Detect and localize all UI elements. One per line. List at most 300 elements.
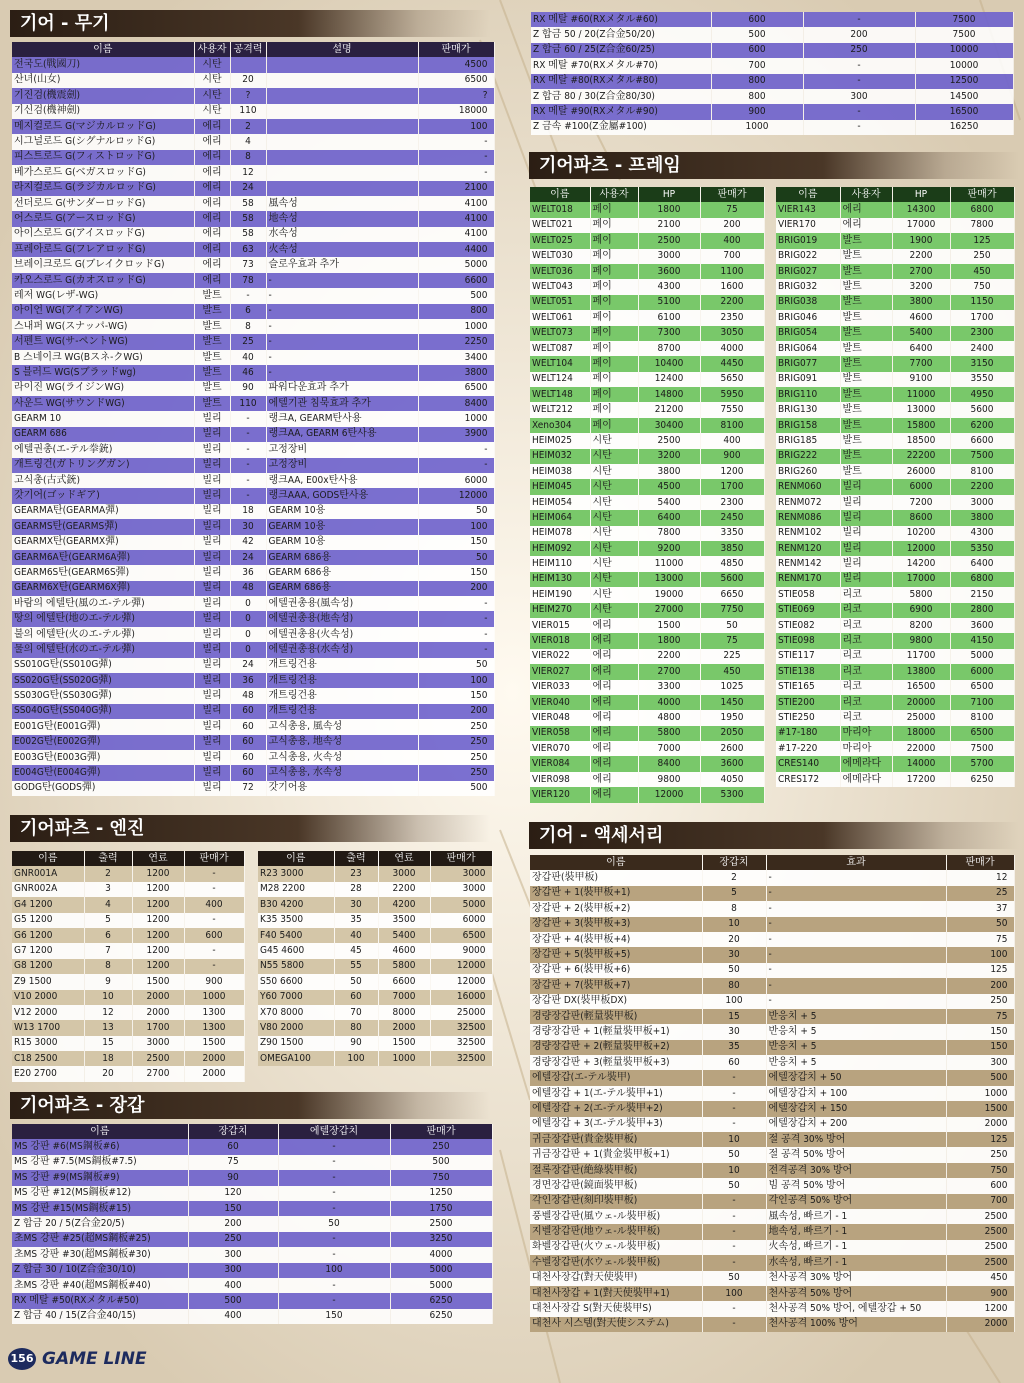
table-cell: 24: [230, 658, 266, 673]
table-cell: 2050: [700, 726, 764, 741]
table-cell: 빌리: [194, 704, 230, 719]
table-cell: 경면장갑판(鏡面裝甲板): [530, 1178, 702, 1193]
table-cell: -: [278, 1155, 390, 1170]
table-cell: RX 메탈 #60(RXメタル#60): [531, 12, 711, 27]
table-row: [12, 959, 244, 974]
table-row: [530, 510, 764, 525]
table-cell: 에텔장갑 + 1(エ-テル裝甲+1): [530, 1086, 702, 1101]
table-cell: 빌리: [194, 581, 230, 596]
table-cell: 0: [230, 627, 266, 642]
column-header: 출력: [84, 851, 132, 866]
table-cell: 3800: [418, 365, 494, 380]
table-row: [12, 565, 494, 580]
table-cell: 라이진 WG(ライジンWG): [12, 381, 194, 396]
table-row: [12, 611, 494, 626]
table-cell: 20: [230, 73, 266, 88]
engine-table-right: [258, 851, 493, 1066]
table-cell: 2300: [950, 326, 1014, 341]
table-cell: 시탄: [194, 73, 230, 88]
table-row: [12, 196, 494, 211]
table-row: [530, 695, 764, 710]
table-cell: RX 메탈 #50(RXメタル#50): [12, 1293, 188, 1308]
table-cell: 빔 공격 50% 방어: [766, 1178, 946, 1193]
table-cell: VIER098: [530, 772, 590, 787]
table-cell: 750: [946, 1163, 1014, 1178]
table-cell: 빌리: [194, 427, 230, 442]
table-row: [12, 765, 494, 780]
table-cell: 3500: [378, 913, 430, 928]
table-cell: [266, 134, 418, 149]
table-row: [12, 1186, 492, 1201]
table-cell: 6400: [892, 341, 950, 356]
table-cell: 11700: [892, 649, 950, 664]
table-cell: 3850: [700, 541, 764, 556]
table-cell: 23: [334, 866, 378, 881]
table-cell: 2700: [892, 264, 950, 279]
table-cell: 1900: [892, 233, 950, 248]
table-cell: 0: [230, 642, 266, 657]
table-cell: 발트: [194, 381, 230, 396]
table-cell: 100: [418, 519, 494, 534]
table-cell: VIER120: [530, 787, 590, 802]
table-cell: BRIG064: [776, 341, 840, 356]
table-cell: 7800: [950, 218, 1014, 233]
table-cell: 리코: [840, 603, 892, 618]
table-row: [12, 1247, 492, 1262]
table-cell: 7550: [700, 402, 764, 417]
table-cell: 반응치 + 5: [766, 1024, 946, 1039]
table-cell: 300: [946, 1055, 1014, 1070]
table-cell: 절록장갑판(絶綠裝甲板): [530, 1163, 702, 1178]
table-cell: 에리: [840, 202, 892, 217]
table-cell: 8600: [892, 510, 950, 525]
table-cell: SS030G탄(SS030G彈): [12, 688, 194, 703]
table-cell: 에리: [590, 633, 638, 648]
table-cell: 발트: [194, 288, 230, 303]
table-cell: RX 메탈 #70(RXメタル#70): [531, 58, 711, 73]
table-row: [530, 787, 764, 802]
table-cell: 600: [711, 43, 803, 58]
table-row: [530, 479, 764, 494]
table-cell: GODG탄(GODS彈): [12, 781, 194, 796]
table-cell: -: [266, 350, 418, 365]
table-cell: 60: [230, 704, 266, 719]
table-cell: RENM086: [776, 510, 840, 525]
table-cell: 500: [418, 288, 494, 303]
table-cell: 22000: [892, 741, 950, 756]
table-cell: 장갑판 + 6(裝甲板+6): [530, 963, 702, 978]
table-cell: GEARM6S탄(GEARM6S彈): [12, 565, 194, 580]
table-cell: 시탄: [590, 526, 638, 541]
table-cell: 에리: [194, 134, 230, 149]
table-cell: V80 2000: [258, 1020, 334, 1035]
table-cell: R23 3000: [258, 866, 334, 881]
table-cell: 100: [702, 1286, 766, 1301]
table-cell: 피스트로드 G(フィストロッドG): [12, 150, 194, 165]
table-cell: 1000: [418, 411, 494, 426]
table-cell: 4050: [700, 772, 764, 787]
table-cell: [266, 73, 418, 88]
table-cell: 초MS 강판 #30(超MS鋼板#30): [12, 1247, 188, 1262]
table-cell: WELT021: [530, 218, 590, 233]
column-header: 사용자: [840, 187, 892, 202]
column-header: 판매가: [946, 855, 1014, 870]
table-cell: 5800: [892, 587, 950, 602]
table-cell: 페이: [590, 356, 638, 371]
table-cell: 2700: [132, 1066, 184, 1081]
table-cell: 빌리: [194, 488, 230, 503]
table-cell: 48: [230, 688, 266, 703]
table-cell: 4150: [950, 633, 1014, 648]
table-cell: 400: [700, 433, 764, 448]
table-row: [776, 556, 1014, 571]
table-row: [776, 372, 1014, 387]
table-row: [530, 947, 1014, 962]
table-cell: 5000: [950, 649, 1014, 664]
table-cell: 4450: [700, 356, 764, 371]
table-row: [530, 1255, 1014, 1270]
table-cell: 7800: [638, 526, 700, 541]
table-cell: 12400: [638, 372, 700, 387]
table-cell: STIE098: [776, 633, 840, 648]
table-cell: 빌리: [194, 750, 230, 765]
table-cell: 900: [184, 974, 244, 989]
table-cell: -: [766, 886, 946, 901]
table-cell: 10000: [915, 43, 1013, 58]
table-row: [530, 464, 764, 479]
table-cell: 1700: [950, 310, 1014, 325]
table-cell: 2500: [132, 1051, 184, 1066]
table-cell: 4100: [418, 227, 494, 242]
table-cell: -: [418, 596, 494, 611]
column-header: 판매가: [430, 851, 492, 866]
table-cell: 6600: [378, 974, 430, 989]
table-cell: VIER058: [530, 726, 590, 741]
table-cell: 베가스로드 G(ベガスロッドG): [12, 165, 194, 180]
table-cell: 시탄: [194, 104, 230, 119]
table-cell: 3400: [418, 350, 494, 365]
table-cell: 기신검(機神劍): [12, 104, 194, 119]
table-cell: 2100: [418, 181, 494, 196]
table-cell: 17000: [892, 218, 950, 233]
page-number: 156: [8, 1348, 36, 1370]
table-cell: 400: [188, 1278, 278, 1293]
table-cell: 32500: [430, 1051, 492, 1066]
table-row: [12, 1066, 244, 1081]
table-cell: G6 1200: [12, 928, 84, 943]
table-cell: 800: [711, 89, 803, 104]
table-cell: WELT025: [530, 233, 590, 248]
table-cell: 발트: [840, 279, 892, 294]
table-cell: 4100: [418, 211, 494, 226]
table-cell: VIER018: [530, 633, 590, 648]
table-cell: 50: [334, 974, 378, 989]
table-row: [530, 279, 764, 294]
table-cell: -: [702, 1224, 766, 1239]
table-cell: 250: [390, 1139, 492, 1154]
table-cell: BRIG022: [776, 249, 840, 264]
table-cell: 시탄: [590, 556, 638, 571]
table-cell: -: [266, 365, 418, 380]
table-cell: 35: [334, 913, 378, 928]
table-cell: 700: [700, 249, 764, 264]
table-row: [12, 673, 494, 688]
table-header-row: [258, 851, 492, 866]
table-cell: 1200: [132, 866, 184, 881]
table-cell: 3000: [378, 866, 430, 881]
table-cell: RX 메탈 #90(RXメタル#90): [531, 104, 711, 119]
table-cell: 사운드 WG(サウンドWG): [12, 396, 194, 411]
table-cell: -: [766, 932, 946, 947]
table-cell: F40 5400: [258, 928, 334, 943]
table-cell: GNR002A: [12, 882, 84, 897]
table-cell: 17000: [892, 572, 950, 587]
table-row: [530, 1240, 1014, 1255]
table-cell: 5100: [638, 295, 700, 310]
table-cell: BRIG091: [776, 372, 840, 387]
table-row: [776, 341, 1014, 356]
table-cell: 페이: [590, 249, 638, 264]
table-cell: WELT061: [530, 310, 590, 325]
table-row: [530, 664, 764, 679]
table-cell: 750: [950, 279, 1014, 294]
table-cell: 300: [188, 1263, 278, 1278]
table-cell: 어스로드 G(アースロッドG): [12, 211, 194, 226]
table-row: [776, 495, 1014, 510]
table-cell: 2: [230, 119, 266, 134]
table-cell: 700: [946, 1194, 1014, 1209]
table-cell: 발트: [194, 304, 230, 319]
table-cell: 450: [946, 1271, 1014, 1286]
table-cell: 2200: [638, 649, 700, 664]
table-row: [776, 233, 1014, 248]
table-cell: 250: [418, 750, 494, 765]
table-row: [12, 288, 494, 303]
table-cell: 리코: [840, 680, 892, 695]
table-cell: 장갑판 DX(裝甲板DX): [530, 994, 702, 1009]
table-row: [12, 1278, 492, 1293]
table-row: [12, 273, 494, 288]
table-cell: 500: [390, 1155, 492, 1170]
table-cell: Z9 1500: [12, 974, 84, 989]
table-cell: 200: [188, 1216, 278, 1231]
table-row: [776, 680, 1014, 695]
table-cell: GEARM 10용: [266, 519, 418, 534]
table-cell: G8 1200: [12, 959, 84, 974]
table-cell: X70 8000: [258, 1005, 334, 1020]
table-cell: 900: [946, 1286, 1014, 1301]
table-cell: MS 강판 #6(MS鋼板#6): [12, 1139, 188, 1154]
table-cell: GEARM 686용: [266, 565, 418, 580]
table-cell: 4300: [638, 279, 700, 294]
table-cell: 초MS 강판 #40(超MS鋼板#40): [12, 1278, 188, 1293]
table-cell: 에리: [194, 196, 230, 211]
table-cell: 반응치 + 5: [766, 1040, 946, 1055]
table-row: [530, 1101, 1014, 1116]
table-cell: 2000: [184, 1051, 244, 1066]
table-row: [530, 618, 764, 633]
table-row: [12, 57, 494, 72]
section-title-accessory: 기어 - 액세서리: [529, 822, 1019, 849]
column-header: 사용자: [194, 42, 230, 57]
table-cell: 에리: [194, 165, 230, 180]
table-row: [530, 556, 764, 571]
table-cell: 갓기어(ゴッドギア): [12, 488, 194, 503]
table-row: [12, 1263, 492, 1278]
table-cell: 빌리: [194, 642, 230, 657]
table-cell: 빌리: [840, 572, 892, 587]
table-cell: VIER033: [530, 680, 590, 695]
table-cell: 에텔장갑 + 2(エ-テル裝甲+2): [530, 1101, 702, 1116]
table-cell: 63: [230, 242, 266, 257]
table-cell: VIER084: [530, 756, 590, 771]
table-row: [530, 978, 1014, 993]
table-row: [12, 442, 494, 457]
table-cell: G7 1200: [12, 943, 84, 958]
table-cell: 6600: [418, 273, 494, 288]
table-cell: BRIG130: [776, 402, 840, 417]
table-row: [776, 249, 1014, 264]
table-row: [258, 959, 492, 974]
table-cell: 2600: [700, 741, 764, 756]
table-cell: BRIG158: [776, 418, 840, 433]
table-row: [776, 726, 1014, 741]
table-cell: 90: [230, 381, 266, 396]
table-row: [776, 402, 1014, 417]
table-cell: 메지컬로드 G(マジカルロッドG): [12, 119, 194, 134]
table-cell: HEIM190: [530, 587, 590, 602]
table-cell: 3800: [638, 464, 700, 479]
table-cell: 에메라다: [840, 756, 892, 771]
table-cell: -: [766, 917, 946, 932]
table-cell: 페이: [590, 218, 638, 233]
table-cell: 갓기어용: [266, 781, 418, 796]
table-cell: 45: [334, 943, 378, 958]
table-cell: 에리: [194, 242, 230, 257]
table-cell: 4300: [950, 526, 1014, 541]
table-cell: 150: [946, 1040, 1014, 1055]
table-cell: 경량장갑판 + 3(輕量裝甲板+3): [530, 1055, 702, 1070]
table-cell: 라지컬로드 G(ラジカルロッドG): [12, 181, 194, 196]
table-row: [12, 1036, 244, 1051]
table-row: [530, 1132, 1014, 1147]
table-cell: 1200: [946, 1301, 1014, 1316]
table-cell: 50: [418, 550, 494, 565]
table-cell: HEIM130: [530, 572, 590, 587]
table-cell: 에텔장갑 + 3(エ-テル裝甲+3): [530, 1117, 702, 1132]
table-cell: 60: [230, 765, 266, 780]
table-cell: 12000: [638, 787, 700, 802]
table-cell: 22200: [892, 449, 950, 464]
table-cell: 2500: [638, 433, 700, 448]
table-cell: 발트: [840, 433, 892, 448]
table-cell: GEARM 10용: [266, 535, 418, 550]
table-row: [776, 587, 1014, 602]
table-cell: 6250: [390, 1309, 492, 1324]
table-cell: 4200: [378, 897, 430, 912]
column-header: 이름: [258, 851, 334, 866]
table-cell: 3600: [950, 618, 1014, 633]
table-cell: CRES172: [776, 772, 840, 787]
table-header-row: [12, 42, 494, 57]
table-cell: -: [702, 1070, 766, 1085]
table-cell: 150: [946, 1024, 1014, 1039]
table-cell: 16500: [892, 680, 950, 695]
table-cell: 페이: [590, 387, 638, 402]
table-cell: 4600: [892, 310, 950, 325]
table-row: [12, 596, 494, 611]
table-cell: 60: [230, 750, 266, 765]
table-row: [12, 519, 494, 534]
table-cell: 시그널로드 G(シグナルロッドG): [12, 134, 194, 149]
table-cell: 36: [230, 565, 266, 580]
table-cell: 1200: [132, 928, 184, 943]
table-cell: 12: [230, 165, 266, 180]
table-cell: 120: [188, 1186, 278, 1201]
table-cell: 빌리: [194, 550, 230, 565]
table-cell: 3900: [418, 427, 494, 442]
table-cell: 24: [230, 181, 266, 196]
table-cell: 2000: [184, 1066, 244, 1081]
table-cell: BRIG032: [776, 279, 840, 294]
table-cell: 페이: [590, 326, 638, 341]
table-cell: 125: [946, 963, 1014, 978]
table-cell: 25000: [430, 1005, 492, 1020]
table-cell: 에리: [590, 664, 638, 679]
table-cell: -: [278, 1186, 390, 1201]
table-cell: 5300: [700, 787, 764, 802]
table-cell: 에리: [590, 649, 638, 664]
table-row: [12, 704, 494, 719]
table-cell: 2350: [700, 310, 764, 325]
table-row: [776, 710, 1014, 725]
column-header: HP: [638, 187, 700, 202]
table-cell: VIER170: [776, 218, 840, 233]
column-header: 판매가: [950, 187, 1014, 202]
table-cell: 6800: [950, 202, 1014, 217]
table-cell: -: [278, 1201, 390, 1216]
table-cell: 13000: [638, 572, 700, 587]
table-cell: 빌리: [194, 765, 230, 780]
table-cell: 에리: [590, 695, 638, 710]
table-cell: HEIM064: [530, 510, 590, 525]
table-cell: WELT051: [530, 295, 590, 310]
table-cell: 6900: [892, 603, 950, 618]
table-cell: 250: [803, 43, 915, 58]
table-cell: 6200: [950, 418, 1014, 433]
table-cell: 1800: [638, 633, 700, 648]
table-cell: 8100: [950, 464, 1014, 479]
table-cell: 125: [946, 1132, 1014, 1147]
table-cell: 2500: [390, 1216, 492, 1231]
table-cell: 4100: [418, 196, 494, 211]
table-cell: GEARM6X탄(GEARM6X彈): [12, 581, 194, 596]
table-cell: -: [184, 959, 244, 974]
table-cell: 2: [84, 866, 132, 881]
table-cell: 100: [334, 1051, 378, 1066]
table-cell: G45 4600: [258, 943, 334, 958]
table-cell: 4: [230, 134, 266, 149]
table-row: [12, 304, 494, 319]
column-header: 설명: [266, 42, 418, 57]
table-cell: 58: [230, 211, 266, 226]
table-cell: Y60 7000: [258, 990, 334, 1005]
table-row: [530, 587, 764, 602]
table-cell: 600: [184, 928, 244, 943]
table-cell: GEARM 10용: [266, 504, 418, 519]
table-row: [258, 897, 492, 912]
table-cell: STIE165: [776, 680, 840, 695]
